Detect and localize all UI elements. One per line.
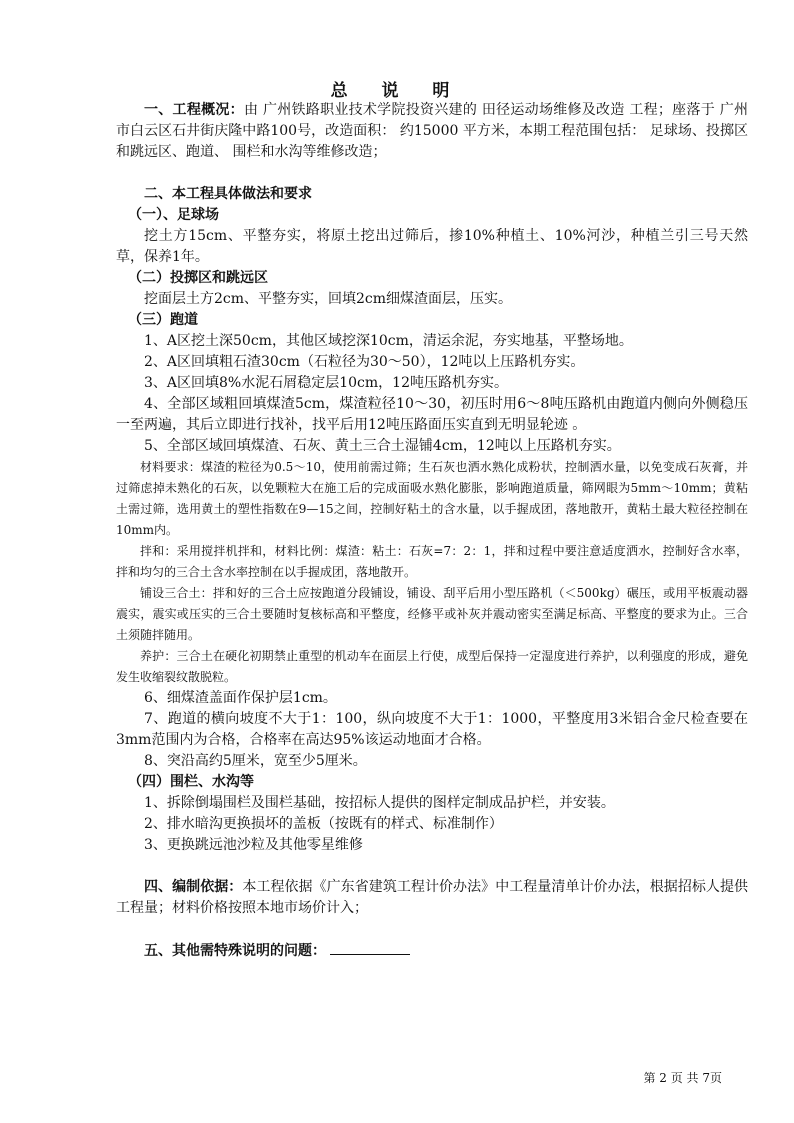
document-body bbox=[116, 100, 748, 962]
track-item: 1、A区挖土深50cm，其他区域挖深10cm，清运余泥，夯实地基，平整场地。 bbox=[144, 333, 633, 349]
section-2-heading: 二、本工程具体做法和要求 bbox=[144, 186, 312, 202]
football-text: 挖土方15cm、平整夯实，将原土挖出过筛后，掺10%种植土、10%河沙，种植兰引三号天然草，保养1年。 bbox=[116, 228, 748, 265]
track-item: 6、细煤渣盖面作保护层1cm。 bbox=[144, 690, 337, 706]
materials-note: 材料要求：煤渣的粒径为0.5～10，使用前需过筛；生石灰也洒水熟化成粉状，控制洒水量，以免变成石灰膏，并过筛虑掉未熟化的石灰，以免颗粒大在施工后的完成面吸水熟化膨胀，影响跑道质量，筛网眼为5mm～10mm；黄粘土需过筛，选用黄土的塑性指数在9—15之间，控制好粘土的含水量，以手握成团，落地散开，黄粘土最大粒径控制在10mm内。 bbox=[116, 460, 748, 537]
track-item: 8、突沿高约5厘米，宽至少5厘米。 bbox=[144, 753, 367, 769]
fence-heading: （四）围栏、水沟等 bbox=[128, 774, 254, 790]
track-item: 5、全部区域回填煤渣、石灰、黄土三合土湿铺4cm，12吨以上压路机夯实。 bbox=[144, 438, 621, 454]
laying-note: 铺设三合土：拌和好的三合土应按跑道分段铺设，铺设、刮平后用小型压路机（＜500kg）碾压，或用平板震动器震实，震实或压实的三合土要随时复核标高和平整度，经修平或补灰并震动密实至满足标高、平整度的要求为止。三合土须随拌随用。 bbox=[116, 586, 748, 642]
basis-text: 本工程依据《广东省建筑工程计价办法》中工程量清单计价办法，根据招标人提供工程量；材料价格按照本地市场价计入； bbox=[116, 879, 749, 916]
basis-label: 四、编制依据： bbox=[144, 879, 243, 895]
fence-item: 3、更换跳远池沙粒及其他零星维修 bbox=[144, 837, 363, 853]
football-heading: （一）、足球场 bbox=[128, 207, 219, 223]
page-number: 第 2 页 共 7页 bbox=[643, 1071, 722, 1085]
track-heading: （三）跑道 bbox=[128, 312, 198, 328]
spacer bbox=[116, 919, 748, 940]
track-item: 7、跑道的横向坡度不大于1：100，纵向坡度不大于1：1000，平整度用3米铝合金尺检查要在3mm范围内为合格，合格率在高达95%该运动地面才合格。 bbox=[116, 711, 748, 748]
track-item: 4、全部区域粗回填煤渣5cm，煤渣粒径10～30，初压时用6～8吨压路机由跑道内侧向外侧稳压一至两遍，其后立即进行找补，找平后用12吨压路面压实直到无明显轮迹 。 bbox=[116, 396, 748, 433]
throwing-heading: （二）投掷区和跳远区 bbox=[128, 270, 268, 286]
other-label: 五、其他需特殊说明的问题： bbox=[144, 943, 326, 959]
overview-text: 由 广州铁路职业技术学院投资兴建的 田径运动场维修及改造 工程；座落于 广州市白云区石井街庆隆中路100号，改造面积： 约15000 平方米，本期工程范围包括： 足球场、投掷区和跳远区、跑道、 围栏和水沟等维修改造； bbox=[116, 102, 749, 160]
track-item: 2、A区回填粗石渣30cm（石粒径为30～50），12吨以上压路机夯实。 bbox=[144, 354, 585, 370]
track-item: 3、A区回填8%水泥石屑稳定层10cm，12吨压路机夯实。 bbox=[144, 375, 508, 391]
fence-item: 2、排水暗沟更换损坏的盖板（按既有的样式、标准制作） bbox=[144, 816, 503, 832]
mixing-note: 拌和：采用搅拌机拌和，材料比例：煤渣：粘土：石灰=7：2：1，拌和过程中要注意适度洒水，控制好含水率，拌和均匀的三合土含水率控制在以手握成团，落地散开。 bbox=[116, 544, 748, 579]
curing-note: 养护：三合土在硬化初期禁止重型的机动车在面层上行使，成型后保持一定湿度进行养护，以利强度的形成，避免发生收缩裂纹散脱粒。 bbox=[116, 649, 748, 684]
other-paragraph bbox=[116, 940, 748, 962]
overview-paragraph bbox=[116, 100, 748, 163]
spacer bbox=[116, 856, 748, 877]
basis-paragraph bbox=[116, 877, 748, 919]
page-title: 总 说 明 bbox=[330, 81, 464, 101]
fill-in-blank bbox=[330, 940, 410, 955]
throwing-text: 挖面层土方2cm、平整夯实，回填2cm细煤渣面层，压实。 bbox=[144, 291, 513, 307]
overview-label: 一、工程概况： bbox=[144, 102, 244, 118]
fence-item: 1、拆除倒塌围栏及围栏基础，按招标人提供的图样定制成品护栏，并安装。 bbox=[144, 795, 615, 811]
spacer bbox=[116, 163, 748, 184]
